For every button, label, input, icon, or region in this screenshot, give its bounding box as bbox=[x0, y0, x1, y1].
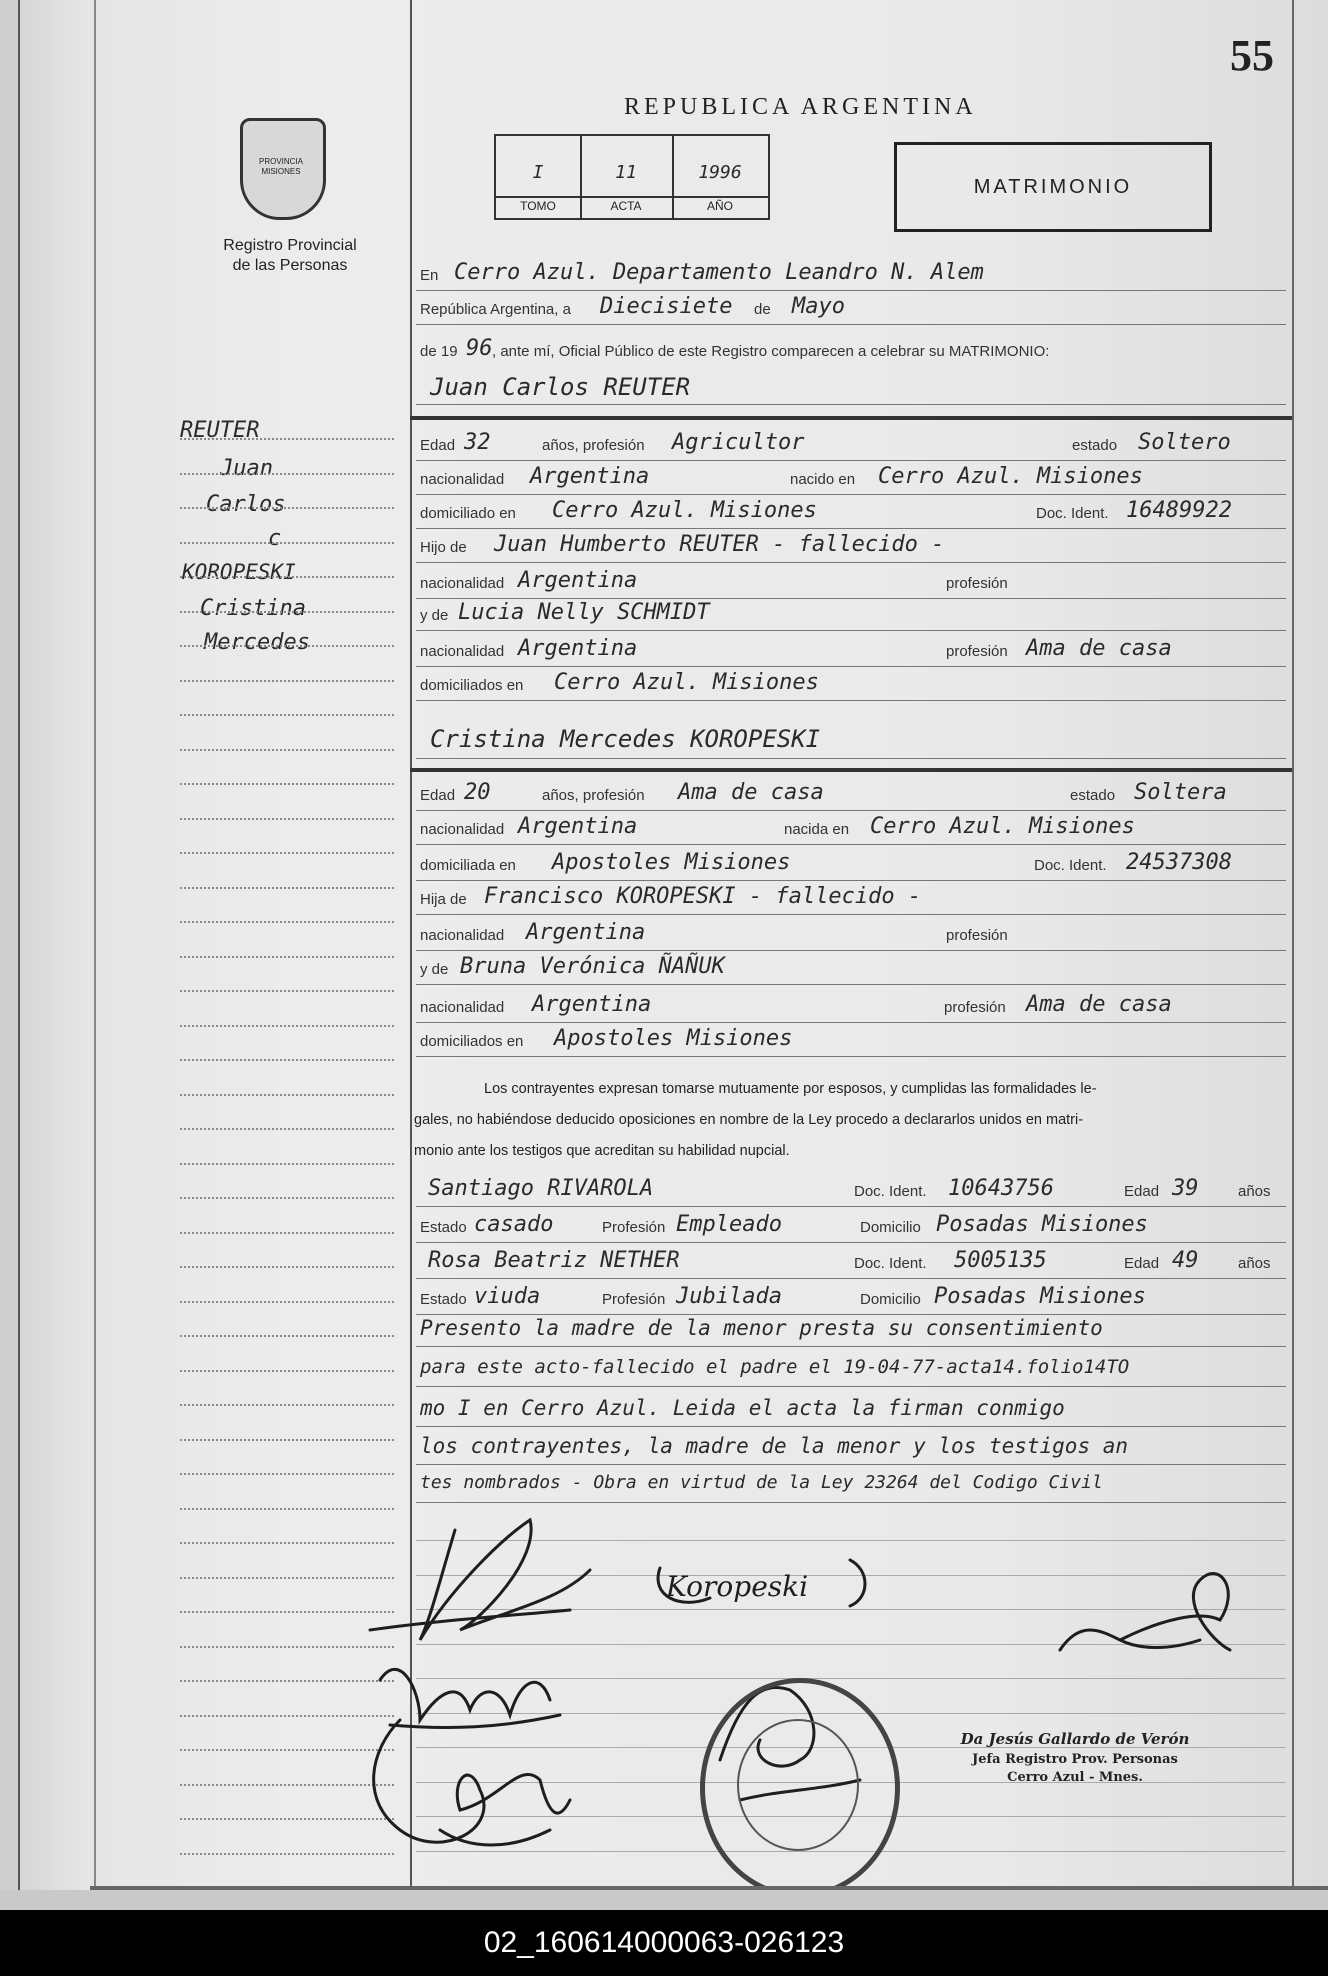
official-signature bbox=[1060, 1574, 1230, 1650]
margin-rule-line bbox=[180, 1163, 394, 1165]
seal-label: PROVINCIA MISIONES bbox=[258, 157, 303, 176]
witness-1-estado: casado bbox=[474, 1212, 554, 1237]
bride-mother-nat: Argentina bbox=[532, 992, 652, 1017]
margin-rule-line bbox=[180, 576, 394, 578]
margin-rule-line bbox=[180, 887, 394, 889]
bride-nacida-label: nacida en bbox=[784, 821, 850, 838]
acta-label: ACTA bbox=[610, 199, 642, 213]
witness-2-estado: viuda bbox=[474, 1284, 541, 1309]
margin-rule-line bbox=[180, 1473, 394, 1475]
witness-1-age: 39 bbox=[1172, 1176, 1199, 1201]
day-value: Diecisiete bbox=[600, 294, 733, 319]
witness-1-prof-label: Profesión bbox=[602, 1219, 666, 1236]
witness-1-doc-label: Doc. Ident. bbox=[854, 1183, 927, 1200]
margin-rule-line bbox=[180, 1059, 394, 1061]
content-rule-line bbox=[416, 404, 1286, 405]
margin-name-7: Mercedes bbox=[204, 630, 310, 655]
bride-doc: 24537308 bbox=[1126, 850, 1232, 875]
groom-mother-row bbox=[414, 600, 1290, 628]
margin-rule-line bbox=[180, 1025, 394, 1027]
groom-mother-nat-row bbox=[414, 636, 1290, 664]
acta-value: 11 bbox=[615, 162, 637, 183]
bride-estado: Soltera bbox=[1134, 780, 1227, 805]
bride-parents-dom-row bbox=[414, 1026, 1290, 1054]
bride-mother-row bbox=[414, 954, 1290, 982]
groom-hijo-label: Hijo de bbox=[420, 539, 467, 556]
margin-rule-line bbox=[180, 1197, 394, 1199]
content-rule-line bbox=[416, 950, 1286, 951]
groom-age: 32 bbox=[464, 430, 491, 455]
margin-rule-line bbox=[180, 956, 394, 958]
margin-rule-line bbox=[180, 714, 394, 716]
bride-mother: Bruna Verónica ÑAÑUK bbox=[460, 954, 725, 979]
content-rule-line bbox=[416, 1346, 1286, 1347]
month-value: Mayo bbox=[792, 294, 845, 319]
margin-name-5: KOROPESKI bbox=[182, 560, 296, 584]
right-border bbox=[1292, 0, 1294, 1890]
tomo-label: TOMO bbox=[520, 199, 556, 213]
margin-rule-line bbox=[180, 680, 394, 682]
margin-rule-line bbox=[180, 611, 394, 613]
content-rule-line bbox=[416, 460, 1286, 461]
content-rule-line bbox=[416, 1278, 1286, 1279]
margin-rule-line bbox=[180, 542, 394, 544]
groom-profesion-label: años, profesión bbox=[542, 437, 645, 454]
official-place: Cerro Azul - Mnes. bbox=[1007, 1770, 1143, 1785]
registry-line-2: de las Personas bbox=[232, 257, 348, 274]
witness-2-edad-label: Edad bbox=[1124, 1255, 1160, 1272]
note-line-2: para este acto-fallecido el padre el 19-04-77-acta14.folio14TO bbox=[420, 1356, 1130, 1378]
witness-2-age: 49 bbox=[1172, 1248, 1199, 1273]
groom-mother-prof: Ama de casa bbox=[1026, 636, 1172, 661]
groom-father-prof-label: profesión bbox=[946, 575, 1008, 592]
witness-2-domicile: Posadas Misiones bbox=[934, 1284, 1146, 1309]
margin-rule-line bbox=[180, 507, 394, 509]
bride-yde-label: y de bbox=[420, 961, 449, 978]
groom-edad-label: Edad bbox=[420, 437, 456, 454]
en-label: En bbox=[420, 267, 439, 284]
groom-father-nat: Argentina bbox=[518, 568, 638, 593]
margin-rule-line bbox=[180, 473, 394, 475]
bride-nat-row bbox=[414, 814, 1290, 842]
groom-father-row bbox=[414, 532, 1290, 560]
groom-father-nat-row bbox=[414, 568, 1290, 596]
witness-2-profession: Jubilada bbox=[676, 1284, 782, 1309]
intro-date-row bbox=[414, 294, 1290, 322]
margin-name-2: Juan bbox=[220, 456, 273, 481]
groom-nat-row bbox=[414, 464, 1290, 492]
content-rule-line bbox=[416, 1022, 1286, 1023]
scan-id: 02_160614000063-026123 bbox=[483, 1926, 845, 1959]
koropeski-signature: Koropeski bbox=[666, 1570, 809, 1603]
groom-parents-dom-row bbox=[414, 670, 1290, 698]
groom-doc: 16489922 bbox=[1126, 498, 1232, 523]
margin-rule-line bbox=[180, 1094, 394, 1096]
page-number: 55 bbox=[1230, 31, 1274, 80]
content-rule-line bbox=[416, 1314, 1286, 1315]
margin-rule-line bbox=[180, 852, 394, 854]
witness-signature-1 bbox=[380, 1669, 560, 1727]
page-bottom-shadow bbox=[90, 1886, 1328, 1890]
bride-domicile: Apostoles Misiones bbox=[552, 850, 791, 875]
groom-parents-domicile: Cerro Azul. Misiones bbox=[554, 670, 819, 695]
content-rule-line bbox=[416, 1242, 1286, 1243]
groom-nacido-label: nacido en bbox=[790, 471, 856, 488]
witness-1-anos-label: años bbox=[1238, 1183, 1271, 1200]
bride-father-row bbox=[414, 884, 1290, 912]
content-rule-line bbox=[416, 1426, 1286, 1427]
witness-2-detail-row bbox=[414, 1284, 1290, 1312]
groom-domicile: Cerro Azul. Misiones bbox=[552, 498, 817, 523]
groom-dom-label: domiciliado en bbox=[420, 505, 516, 522]
content-rule-line bbox=[416, 290, 1286, 291]
content-rule-line bbox=[416, 598, 1286, 599]
tomo-value: I bbox=[532, 162, 544, 183]
witness-2-doc: 5005135 bbox=[954, 1248, 1047, 1273]
section-divider bbox=[410, 418, 1292, 420]
margin-rule-line bbox=[180, 1301, 394, 1303]
bride-father-prof-label: profesión bbox=[946, 927, 1008, 944]
groom-signature bbox=[370, 1520, 590, 1640]
content-rule-line bbox=[416, 810, 1286, 811]
note-line-5: tes nombrados - Obra en virtud de la Ley 23264 del Codigo Civil bbox=[420, 1472, 1103, 1493]
content-rule-line bbox=[416, 700, 1286, 701]
groom-doc-label: Doc. Ident. bbox=[1036, 505, 1109, 522]
act-type-box bbox=[894, 142, 1212, 232]
witness-1-edad-label: Edad bbox=[1124, 1183, 1160, 1200]
groom-estado: Soltero bbox=[1138, 430, 1231, 455]
witness-signature-2 bbox=[374, 1720, 570, 1845]
scan-id-footer bbox=[0, 1910, 1328, 1976]
act-type-label: MATRIMONIO bbox=[973, 176, 1133, 198]
margin-rule-line bbox=[180, 645, 394, 647]
place-value: Cerro Azul. Departamento Leandro N. Alem bbox=[454, 260, 984, 285]
left-page-edge bbox=[0, 0, 20, 1890]
content-rule-line bbox=[416, 1206, 1286, 1207]
groom-name-row bbox=[414, 373, 1290, 402]
groom-age-row bbox=[414, 430, 1290, 458]
bride-domicile-row bbox=[414, 850, 1290, 878]
margin-divider bbox=[94, 0, 96, 1890]
content-rule-line bbox=[416, 324, 1286, 325]
declaration-line-1: Los contrayentes expresan tomarse mutuamente por esposos, y cumplidas las formalidades le- bbox=[484, 1081, 1097, 1097]
witness-2-name: Rosa Beatriz NETHER bbox=[428, 1248, 680, 1273]
margin-rule-line bbox=[180, 783, 394, 785]
intro-clause: , ante mí, Oficial Público de este Registro comparecen a celebrar su MATRIMONIO: bbox=[492, 343, 1050, 360]
bride-father-nat-row bbox=[414, 920, 1290, 948]
republica-label: República Argentina, a bbox=[420, 301, 571, 318]
witness-2-estado-label: Estado bbox=[420, 1291, 467, 1308]
bride-age: 20 bbox=[464, 780, 491, 805]
bride-parents-dom-label: domiciliados en bbox=[420, 1033, 524, 1050]
content-rule-line bbox=[416, 562, 1286, 563]
groom-profession: Agricultor bbox=[672, 430, 805, 455]
content-rule-line bbox=[416, 528, 1286, 529]
bride-profession: Ama de casa bbox=[678, 780, 824, 805]
margin-rule-line bbox=[180, 1335, 394, 1337]
bride-name-row bbox=[414, 725, 1290, 754]
ano-value: 1996 bbox=[698, 162, 742, 183]
content-rule-line bbox=[416, 1386, 1286, 1387]
bride-nac-label: nacionalidad bbox=[420, 821, 505, 838]
bride-mother-prof-label: profesión bbox=[944, 999, 1006, 1016]
margin-rule-line bbox=[180, 818, 394, 820]
groom-nationality: Argentina bbox=[530, 464, 650, 489]
bride-parents-domicile: Apostoles Misiones bbox=[554, 1026, 793, 1051]
intro-place-row bbox=[414, 260, 1290, 288]
witness-1-doc: 10643756 bbox=[948, 1176, 1054, 1201]
de-label: de bbox=[754, 301, 771, 318]
note-line-1: Presento la madre de la menor presta su consentimiento bbox=[420, 1316, 1103, 1340]
groom-mother: Lucia Nelly SCHMIDT bbox=[458, 600, 710, 625]
bride-profesion-label: años, profesión bbox=[542, 787, 645, 804]
groom-birthplace: Cerro Azul. Misiones bbox=[878, 464, 1143, 489]
note-line-3: mo I en Cerro Azul. Leida el acta la firman conmigo bbox=[420, 1396, 1065, 1420]
groom-father: Juan Humberto REUTER - fallecido - bbox=[494, 532, 945, 557]
groom-mother-nat: Argentina bbox=[518, 636, 638, 661]
margin-rule-line bbox=[180, 1439, 394, 1441]
groom-nac-label: nacionalidad bbox=[420, 471, 505, 488]
content-rule-line bbox=[416, 630, 1286, 631]
groom-father-nac-label: nacionalidad bbox=[420, 575, 505, 592]
content-rule-line bbox=[416, 758, 1286, 759]
margin-rule-line bbox=[180, 1232, 394, 1234]
groom-mother-prof-label: profesión bbox=[946, 643, 1008, 660]
bride-edad-label: Edad bbox=[420, 787, 456, 804]
intro-year-row bbox=[414, 336, 1290, 364]
declaration-line-3: monio ante los testigos que acreditan su habilidad nupcial. bbox=[414, 1143, 790, 1159]
bride-name: Cristina Mercedes KOROPESKI bbox=[430, 725, 821, 753]
bride-father-nat: Argentina bbox=[526, 920, 646, 945]
margin-rule-line bbox=[180, 1128, 394, 1130]
bride-father-nac-label: nacionalidad bbox=[420, 927, 505, 944]
witness-1-profession: Empleado bbox=[676, 1212, 782, 1237]
bride-birthplace: Cerro Azul. Misiones bbox=[870, 814, 1135, 839]
witness-2-doc-label: Doc. Ident. bbox=[854, 1255, 927, 1272]
witness-2-anos-label: años bbox=[1238, 1255, 1271, 1272]
bride-mother-nat-row bbox=[414, 992, 1290, 1020]
year-value: 96 bbox=[466, 336, 493, 361]
declaration-line-2: gales, no habiéndose deducido oposiciones en nombre de la Ley procedo a declararlos unidos en matri- bbox=[414, 1112, 1084, 1128]
content-rule-line bbox=[416, 666, 1286, 667]
bride-mother-prof: Ama de casa bbox=[1026, 992, 1172, 1017]
groom-name: Juan Carlos REUTER bbox=[430, 373, 691, 401]
witness-1-name: Santiago RIVAROLA bbox=[428, 1176, 654, 1201]
bride-dom-label: domiciliada en bbox=[420, 857, 516, 874]
year-prefix: de 19 bbox=[420, 343, 458, 360]
witness-2-prof-label: Profesión bbox=[602, 1291, 666, 1308]
margin-rule-line bbox=[180, 921, 394, 923]
groom-mother-nac-label: nacionalidad bbox=[420, 643, 505, 660]
official-stamp bbox=[930, 1730, 1220, 1785]
content-rule-line bbox=[416, 844, 1286, 845]
margin-rule-line bbox=[180, 1266, 394, 1268]
content-rule-line bbox=[416, 1056, 1286, 1057]
registry-box bbox=[494, 134, 770, 220]
bride-doc-label: Doc. Ident. bbox=[1034, 857, 1107, 874]
declaration bbox=[414, 1074, 1286, 1167]
ano-label: AÑO bbox=[706, 199, 733, 213]
margin-rule-line bbox=[180, 749, 394, 751]
margin-rule-line bbox=[180, 990, 394, 992]
registry-label bbox=[200, 236, 380, 276]
content-rule-line bbox=[416, 494, 1286, 495]
content-rule-line bbox=[416, 880, 1286, 881]
content-rule-line bbox=[416, 984, 1286, 985]
official-name: Da Jesús Gallardo de Verón bbox=[960, 1730, 1190, 1748]
registry-line-1: Registro Provincial bbox=[223, 237, 357, 254]
bride-hija-label: Hija de bbox=[420, 891, 467, 908]
margin-rule-line bbox=[180, 1404, 394, 1406]
bride-age-row bbox=[414, 780, 1290, 808]
margin-name-4: c bbox=[268, 526, 282, 551]
witness-1-detail-row bbox=[414, 1212, 1290, 1240]
bride-estado-label: estado bbox=[1070, 787, 1116, 804]
content-rule-line bbox=[416, 914, 1286, 915]
groom-domicile-row bbox=[414, 498, 1290, 526]
registry-stamp-icon bbox=[700, 1678, 900, 1890]
content-rule-line bbox=[416, 1464, 1286, 1465]
groom-parents-dom-label: domiciliados en bbox=[420, 677, 524, 694]
witness-1-domicile: Posadas Misiones bbox=[936, 1212, 1148, 1237]
margin-name-6: Cristina bbox=[200, 596, 306, 621]
country-title: REPUBLICA ARGENTINA bbox=[624, 94, 977, 120]
witness-1-dom-label: Domicilio bbox=[860, 1219, 921, 1236]
witness-1-row bbox=[414, 1176, 1290, 1204]
section-divider bbox=[410, 770, 1292, 772]
bride-mother-nac-label: nacionalidad bbox=[420, 999, 505, 1016]
margin-rule-line bbox=[180, 1370, 394, 1372]
note-line-4: los contrayentes, la madre de la menor y los testigos an bbox=[420, 1434, 1129, 1458]
witness-1-estado-label: Estado bbox=[420, 1219, 467, 1236]
witness-2-row bbox=[414, 1248, 1290, 1276]
witness-2-dom-label: Domicilio bbox=[860, 1291, 921, 1308]
groom-estado-label: estado bbox=[1072, 437, 1118, 454]
bride-father: Francisco KOROPESKI - fallecido - bbox=[484, 884, 922, 909]
margin-name-3: Carlos bbox=[206, 492, 286, 517]
bride-nationality: Argentina bbox=[518, 814, 638, 839]
province-seal-icon bbox=[240, 118, 326, 220]
margin-name-1: REUTER bbox=[180, 418, 260, 443]
official-title: Jefa Registro Prov. Personas bbox=[972, 1752, 1178, 1767]
groom-yde-label: y de bbox=[420, 607, 449, 624]
margin-rule-line bbox=[180, 438, 394, 440]
